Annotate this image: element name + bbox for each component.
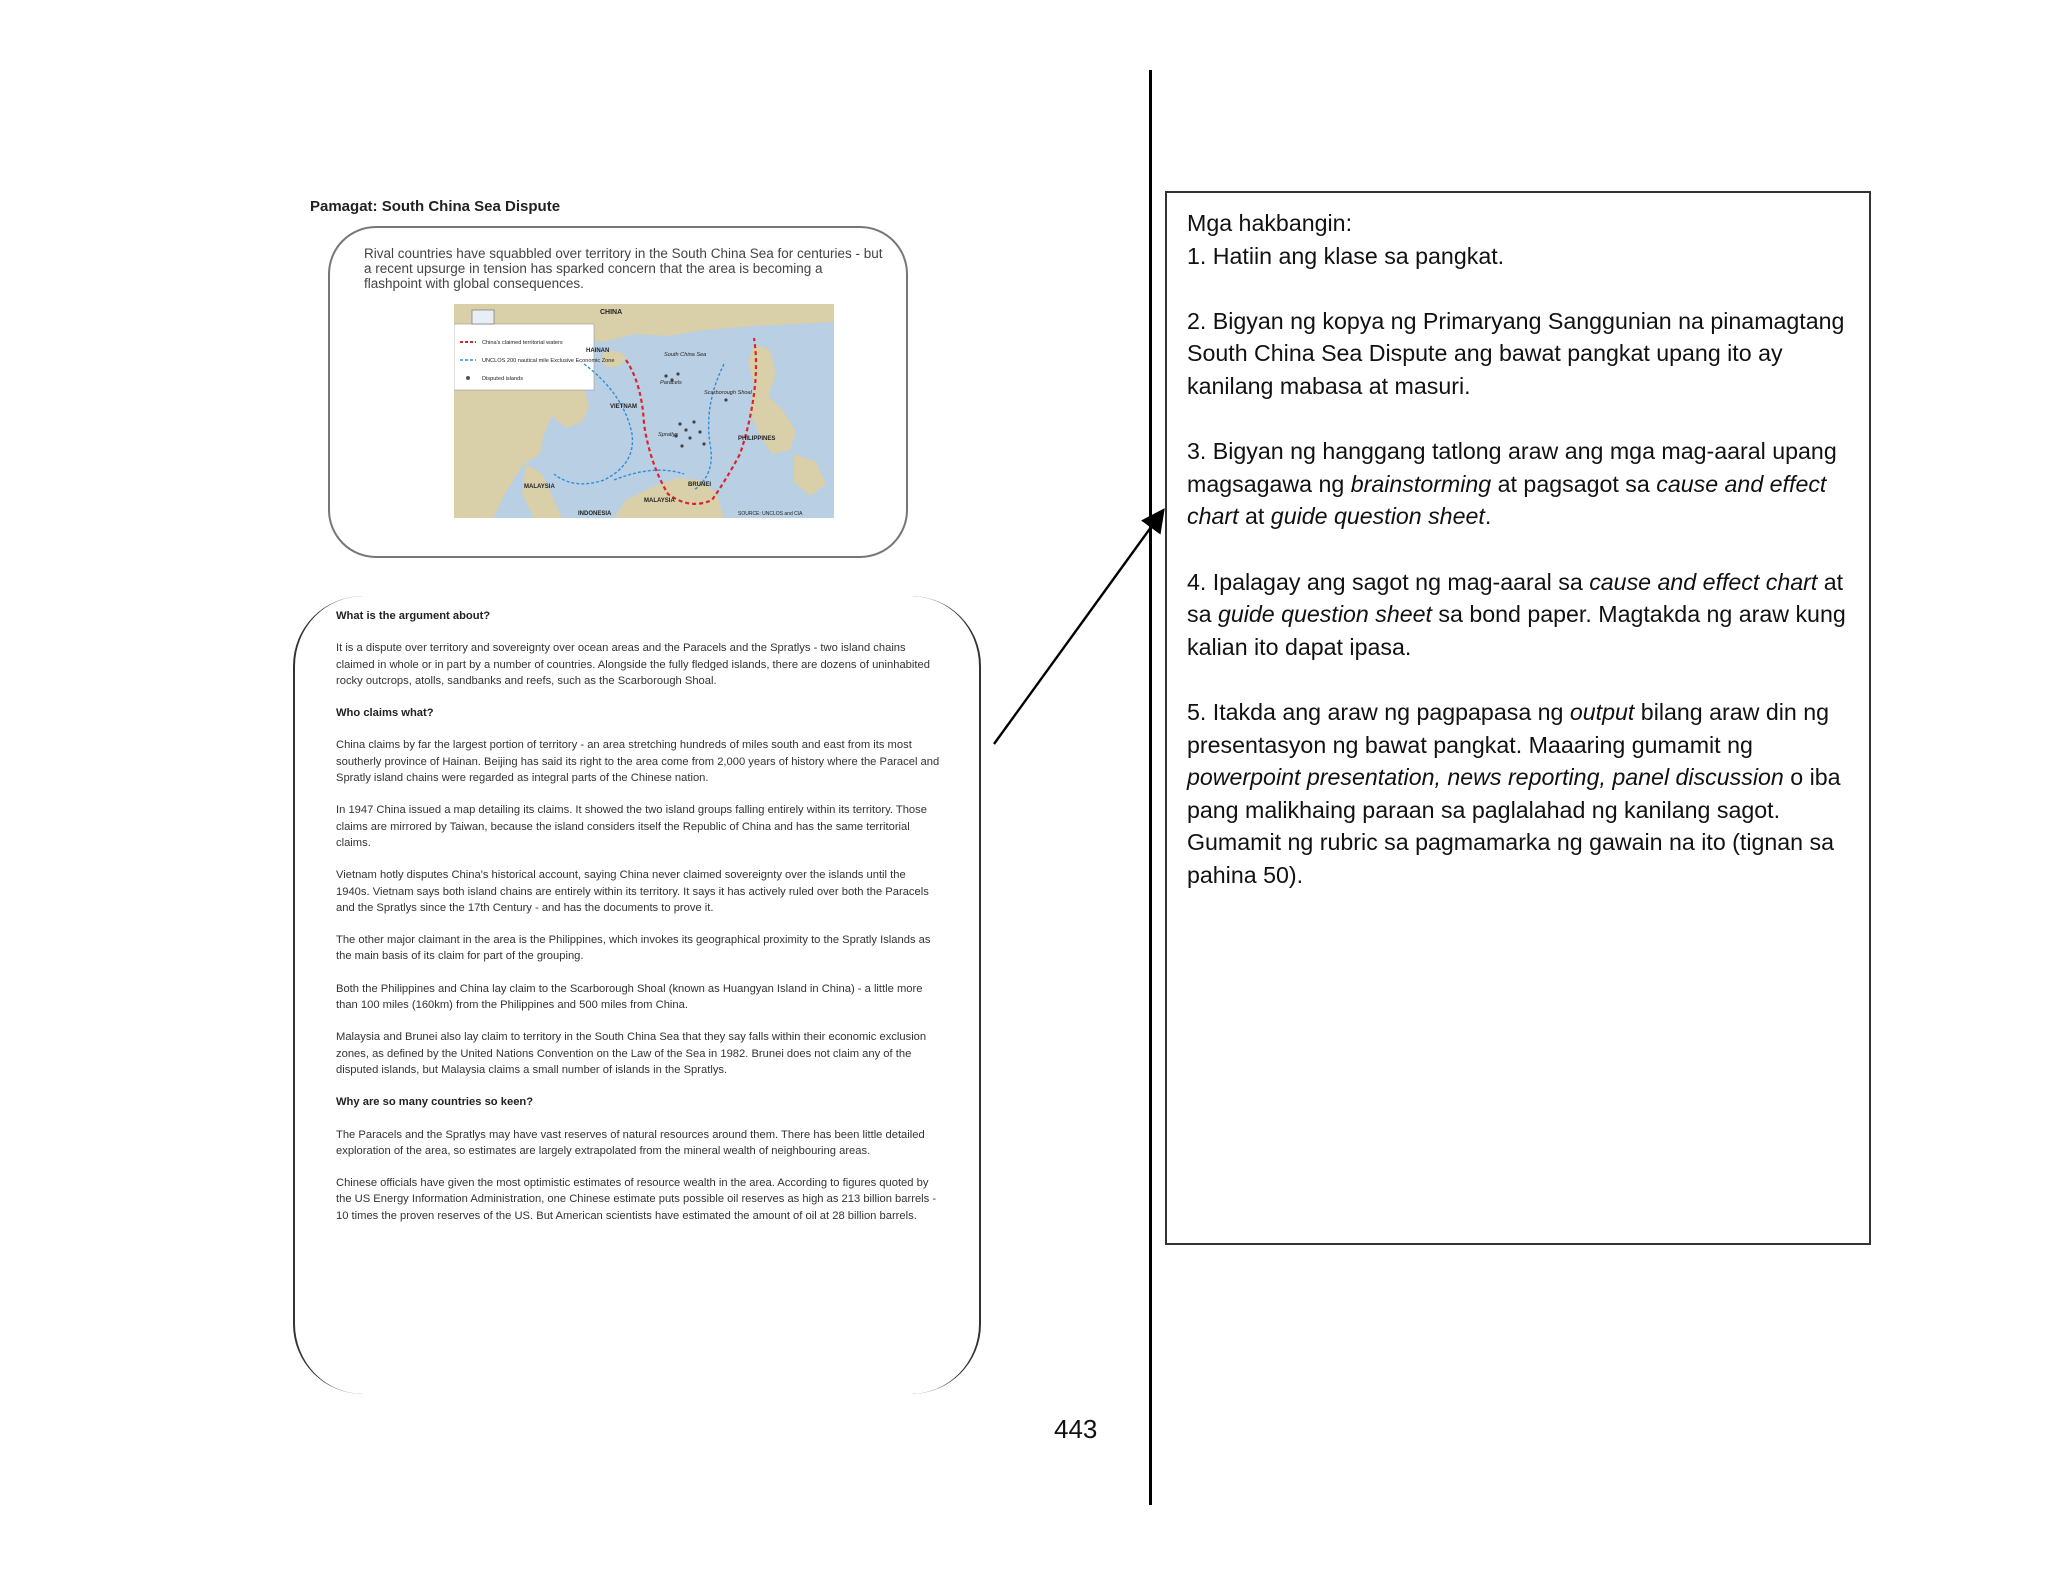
article-paragraph: Chinese officials have given the most optimistic estimates of resource wealth in the area. According to figures quoted by the US Energy Information Administration, one Chinese estimate puts possible oil reserves as high as 213 billion barrels - 10 times the proven reserves of the US. But American scientists have estimated the amount of oil at 28 billion barrels. xyxy=(336,1177,937,1222)
steps-box xyxy=(1165,191,1871,1245)
article-paragraph: In 1947 China issued a map detailing its claims. It showed the two island groups falling entirely within its territory. Those claims are mirrored by Taiwan, because the island considers itself the Republic of China and has the same territorial claims. xyxy=(336,804,927,849)
steps-text xyxy=(1187,207,1855,924)
step-2: 2. Bigyan ng kopya ng Primaryang Sanggunian na pinamagtang South China Sea Dispute ang bawat pangkat upang ito ay kanilang mabasa at masuri. xyxy=(1187,307,1845,399)
article-paragraph: China claims by far the largest portion of territory - an area stretching hundreds of miles south and east from its most southerly province of Hainan. Beijing has said its right to the area come from 2,000 years of history where the Paracel and Spratly island chains were regarded as integral parts of the Chinese nation. xyxy=(336,739,940,785)
legend-eez-label: UNCLOS 200 nautical mile Exclusive Economic Zone xyxy=(482,358,615,364)
map-label-spratlys: Spratlys xyxy=(658,432,679,438)
article-paragraph: Vietnam hotly disputes China's historical account, saying China never claimed sovereignty over the islands until the 1940s. Vietnam says both island chains are entirely within its territory. It says it has actively ruled over both the Paracels and the Spratlys since the 17th Century - and has the documents to prove it. xyxy=(336,869,929,914)
step-5: 5. Itakda ang araw ng pagpapasa ng output bilang araw din ng presentasyon ng bawat pangkat. Maaaring gumamit ng powerpoint presentation, news reporting, panel discussion o iba pang malikhaing paraan sa paglalahad ng kanilang sagot. Gumamit ng rubric sa pagmamarka ng gawain na ito (tignan sa pahina 50). xyxy=(1187,698,1841,888)
legend-claim-label: China's claimed territorial waters xyxy=(482,340,563,346)
step-4: 4. Ipalagay ang sagot ng mag-aaral sa cause and effect chart at sa guide question sheet sa bond paper. Magtakda ng araw kung kalian ito dapat ipasa. xyxy=(1187,568,1846,660)
legend-islands-swatch xyxy=(466,376,470,380)
page-divider xyxy=(1149,70,1152,1505)
article-paragraph: Both the Philippines and China lay claim to the Scarborough Shoal (known as Huangyan Island in China) - a little more than 100 miles (160km) from the Philippines and 500 miles from China. xyxy=(336,982,923,1012)
map-label-hainan: HAINAN xyxy=(586,348,610,354)
map-legend-box xyxy=(454,324,594,390)
steps-heading: Mga hakbangin: xyxy=(1187,210,1353,236)
map-label-brunei: BRUNEI xyxy=(688,482,712,488)
map-inset-icon xyxy=(472,310,494,324)
article-paragraph: It is a dispute over territory and sovereignty over ocean areas and the Paracels and the Spratlys - two island chains claimed in whole or in part by a number of countries. Alongside the fully fledged islands, there are dozens of uninhabited rocky outcrops, atolls, sandbanks and reefs, such as the Scarborough Shoal. xyxy=(336,642,930,687)
map-label-malaysia-east: MALAYSIA xyxy=(644,498,675,504)
article-paragraph: The Paracels and the Spratlys may have vast reserves of natural resources around them. There has been little detailed exploration of the area, so estimates are largely extrapolated from the mineral wealth of neighbouring areas. xyxy=(336,1128,925,1157)
map-label-scarborough: Scarborough Shoal xyxy=(704,390,752,396)
step-1: 1. Hatiin ang klase sa pangkat. xyxy=(1187,242,1505,269)
map-card xyxy=(328,226,908,558)
map-label-paracels: Paracels xyxy=(660,380,682,386)
article-heading: Why are so many countries so keen? xyxy=(336,1096,534,1109)
pointer-arrow xyxy=(980,490,1180,750)
map-label-indonesia: INDONESIA xyxy=(578,511,612,517)
step-3: 3. Bigyan ng hanggang tatlong araw ang mga mag-aaral upang magsagawa ng brainstorming at pagsagot sa cause and effect chart at guide question sheet. xyxy=(1187,438,1837,530)
article-text xyxy=(336,608,942,1240)
map-label-south-china-sea: South China Sea xyxy=(664,352,707,358)
article-heading: What is the argument about? xyxy=(336,610,491,622)
map-label-malaysia-west: MALAYSIA xyxy=(524,484,555,490)
page-number: 443 xyxy=(1054,1414,1098,1444)
map-label-vietnam: VIETNAM xyxy=(610,404,637,410)
article-heading: Who claims what? xyxy=(336,707,434,720)
map-label-china: CHINA xyxy=(600,309,623,316)
map-source: SOURCE: UNCLOS and CIA xyxy=(738,511,803,517)
article-paragraph: The other major claimant in the area is the Philippines, which invokes its geographical proximity to the Spratly Islands as the main basis of its claim for part of the grouping. xyxy=(336,934,931,963)
source-title: Pamagat: South China Sea Dispute xyxy=(310,198,561,215)
map-intro-text: Rival countries have squabbled over territory in the South China Sea for centuries - but a recent upsurge in tension has sparked concern that the area is becoming a flashpoint with global consequences. xyxy=(364,246,883,291)
legend-islands-label: Disputed islands xyxy=(482,376,524,382)
arrow-line xyxy=(994,512,1162,744)
south-china-sea-map xyxy=(454,304,834,518)
map-label-philippines: PHILIPPINES xyxy=(738,436,776,442)
article-paragraph: Malaysia and Brunei also lay claim to territory in the South China Sea that they say falls within their economic exclusion zones, as defined by the United Nations Convention on the Law of the Sea in 1982. Brunei does not claim any of the disputed islands, but Malaysia claims a small number of islands in the Spratlys. xyxy=(336,1031,927,1076)
